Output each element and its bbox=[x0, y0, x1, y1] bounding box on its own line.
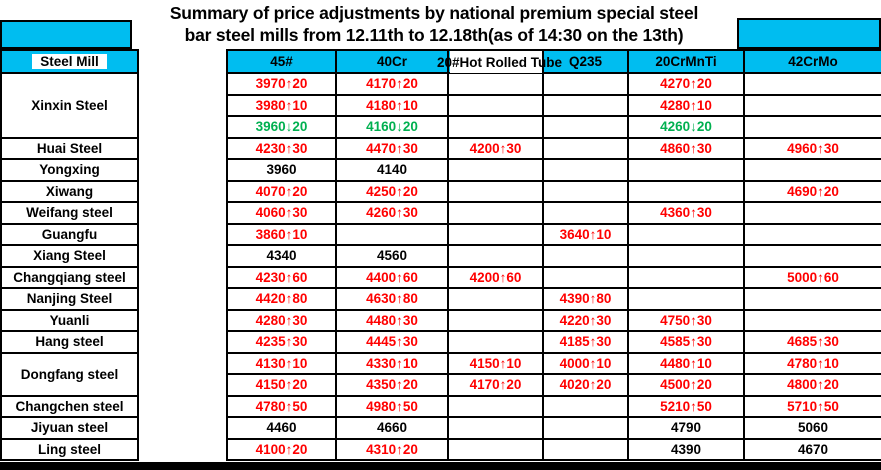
price-cell[interactable]: 4360↑30 bbox=[628, 202, 744, 224]
price-cell[interactable]: 4790 bbox=[628, 417, 744, 439]
price-cell[interactable]: 4860↑30 bbox=[628, 138, 744, 160]
price-cell[interactable]: 4585↑30 bbox=[628, 331, 744, 353]
table-row bbox=[1, 331, 881, 353]
price-cell[interactable]: 4670 bbox=[744, 439, 881, 461]
col-header-20crmnti[interactable]: 20CrMnTi bbox=[628, 50, 744, 73]
price-cell[interactable]: 4480↑30 bbox=[336, 310, 448, 332]
price-cell[interactable]: 4390 bbox=[628, 439, 744, 461]
price-cell[interactable] bbox=[448, 331, 543, 353]
price-cell[interactable] bbox=[744, 116, 881, 138]
col-header-42crmo[interactable]: 42CrMo bbox=[744, 50, 881, 73]
price-cell[interactable] bbox=[448, 245, 543, 267]
price-cell[interactable]: 4160↓20 bbox=[336, 116, 448, 138]
price-cell[interactable] bbox=[543, 417, 628, 439]
price-cell[interactable]: 4170↑20 bbox=[336, 73, 448, 95]
col-header-q235[interactable]: Q235 bbox=[543, 50, 628, 73]
price-cell[interactable] bbox=[448, 202, 543, 224]
price-cell[interactable] bbox=[543, 138, 628, 160]
title-line-2: bar steel mills from 12.11th to 12.18th(as of 14:30 on the 13th) bbox=[184, 25, 684, 45]
price-cell[interactable] bbox=[336, 224, 448, 246]
price-cell[interactable]: 4390↑80 bbox=[543, 288, 628, 310]
price-cell[interactable] bbox=[448, 159, 543, 181]
price-cell[interactable]: 3640↑10 bbox=[543, 224, 628, 246]
table-row bbox=[1, 288, 881, 310]
price-cell[interactable]: 4350↑20 bbox=[336, 374, 448, 396]
price-cell[interactable] bbox=[448, 224, 543, 246]
price-cell[interactable]: 4170↑20 bbox=[448, 374, 543, 396]
price-cell[interactable] bbox=[543, 181, 628, 203]
price-cell[interactable]: 4750↑30 bbox=[628, 310, 744, 332]
price-cell[interactable] bbox=[628, 159, 744, 181]
title-band-left bbox=[0, 20, 132, 49]
price-cell[interactable] bbox=[543, 202, 628, 224]
table-row bbox=[1, 439, 881, 461]
price-cell[interactable]: 5210↑50 bbox=[628, 396, 744, 418]
price-cell[interactable] bbox=[744, 202, 881, 224]
mill-name-cell[interactable]: Xiwang bbox=[1, 181, 138, 203]
price-cell[interactable]: 4280↑10 bbox=[628, 95, 744, 117]
price-cell[interactable]: 5000↑60 bbox=[744, 267, 881, 289]
price-cell[interactable]: 4235↑30 bbox=[227, 331, 336, 353]
steel-mill-header-label: Steel Mill bbox=[32, 54, 107, 69]
price-cell[interactable]: 4310↑20 bbox=[336, 439, 448, 461]
price-cell[interactable] bbox=[744, 245, 881, 267]
price-cell[interactable]: 4130↑10 bbox=[227, 353, 336, 375]
mill-name-cell[interactable]: Xinxin Steel bbox=[1, 73, 138, 138]
table-row bbox=[1, 310, 881, 332]
price-cell[interactable] bbox=[628, 224, 744, 246]
title-band-right bbox=[737, 18, 881, 49]
price-cell[interactable]: 4500↑20 bbox=[628, 374, 744, 396]
price-cell[interactable]: 3970↑20 bbox=[227, 73, 336, 95]
title-line-1: Summary of price adjustments by national premium special steel bbox=[169, 3, 699, 23]
price-cell[interactable] bbox=[744, 310, 881, 332]
price-cell[interactable] bbox=[744, 288, 881, 310]
price-cell[interactable]: 4330↑10 bbox=[336, 353, 448, 375]
price-cell[interactable]: 4200↑30 bbox=[448, 138, 543, 160]
price-cell[interactable]: 3980↑10 bbox=[227, 95, 336, 117]
price-cell[interactable] bbox=[448, 116, 543, 138]
price-cell[interactable]: 4660 bbox=[336, 417, 448, 439]
mill-name-cell[interactable]: Changchen steel bbox=[1, 396, 138, 418]
price-cell[interactable]: 4420↑80 bbox=[227, 288, 336, 310]
price-cell[interactable]: 4340 bbox=[227, 245, 336, 267]
price-cell[interactable]: 3860↑10 bbox=[227, 224, 336, 246]
table-row bbox=[1, 181, 881, 203]
table-row bbox=[1, 73, 881, 95]
price-cell[interactable]: 4230↑60 bbox=[227, 267, 336, 289]
mill-name-cell[interactable]: Ling steel bbox=[1, 439, 138, 461]
price-cell[interactable] bbox=[448, 288, 543, 310]
price-cell[interactable] bbox=[448, 73, 543, 95]
price-cell[interactable] bbox=[543, 267, 628, 289]
price-cell[interactable]: 4220↑30 bbox=[543, 310, 628, 332]
price-cell[interactable]: 3960↓20 bbox=[227, 116, 336, 138]
price-cell[interactable] bbox=[543, 73, 628, 95]
table-row bbox=[1, 202, 881, 224]
price-cell[interactable] bbox=[744, 159, 881, 181]
price-cell[interactable] bbox=[543, 245, 628, 267]
price-cell[interactable]: 4780↑10 bbox=[744, 353, 881, 375]
price-cell[interactable]: 4250↑20 bbox=[336, 181, 448, 203]
price-cell[interactable]: 4445↑30 bbox=[336, 331, 448, 353]
price-cell[interactable]: 4140 bbox=[336, 159, 448, 181]
price-cell[interactable] bbox=[628, 181, 744, 203]
price-cell[interactable]: 4260↓20 bbox=[628, 116, 744, 138]
price-cell[interactable] bbox=[628, 288, 744, 310]
table-row bbox=[1, 353, 881, 375]
col-header-steel-mill[interactable] bbox=[1, 50, 138, 73]
spacer-column bbox=[138, 50, 227, 460]
col-header-40cr[interactable]: 40Cr bbox=[336, 50, 448, 73]
price-cell[interactable] bbox=[543, 116, 628, 138]
price-cell[interactable] bbox=[543, 396, 628, 418]
price-cell[interactable]: 4150↑10 bbox=[448, 353, 543, 375]
price-cell[interactable]: 4270↑20 bbox=[628, 73, 744, 95]
price-cell[interactable] bbox=[628, 245, 744, 267]
mill-name-cell[interactable]: Nanjing Steel bbox=[1, 288, 138, 310]
price-cell[interactable] bbox=[448, 439, 543, 461]
price-cell[interactable]: 5060 bbox=[744, 417, 881, 439]
price-cell[interactable]: 4980↑50 bbox=[336, 396, 448, 418]
price-cell[interactable]: 4020↑20 bbox=[543, 374, 628, 396]
table-row bbox=[1, 245, 881, 267]
price-cell[interactable] bbox=[448, 417, 543, 439]
table-row bbox=[1, 417, 881, 439]
mill-name-cell[interactable]: Changqiang steel bbox=[1, 267, 138, 289]
price-cell[interactable]: 4690↑20 bbox=[744, 181, 881, 203]
price-cell[interactable] bbox=[448, 310, 543, 332]
price-cell[interactable]: 4780↑50 bbox=[227, 396, 336, 418]
price-cell[interactable]: 4000↑10 bbox=[543, 353, 628, 375]
price-cell[interactable]: 4960↑30 bbox=[744, 138, 881, 160]
table-row bbox=[1, 138, 881, 160]
mill-name-cell[interactable]: Yuanli bbox=[1, 310, 138, 332]
mill-name-cell[interactable]: Huai Steel bbox=[1, 138, 138, 160]
price-cell[interactable]: 4800↑20 bbox=[744, 374, 881, 396]
mill-name-cell[interactable]: Xiang Steel bbox=[1, 245, 138, 267]
mill-name-cell[interactable]: Yongxing bbox=[1, 159, 138, 181]
price-cell[interactable]: 4460 bbox=[227, 417, 336, 439]
price-cell[interactable] bbox=[744, 224, 881, 246]
price-cell[interactable]: 4180↑10 bbox=[336, 95, 448, 117]
price-cell[interactable] bbox=[628, 267, 744, 289]
price-table bbox=[0, 49, 881, 461]
mill-name-cell[interactable]: Guangfu bbox=[1, 224, 138, 246]
table-row bbox=[1, 396, 881, 418]
price-cell[interactable]: 4230↑30 bbox=[227, 138, 336, 160]
price-cell[interactable]: 4060↑30 bbox=[227, 202, 336, 224]
price-cell[interactable] bbox=[448, 95, 543, 117]
mill-name-cell[interactable]: Weifang steel bbox=[1, 202, 138, 224]
price-cell[interactable]: 4100↑20 bbox=[227, 439, 336, 461]
price-cell[interactable]: 4185↑30 bbox=[543, 331, 628, 353]
mill-name-cell[interactable]: Jiyuan steel bbox=[1, 417, 138, 439]
price-cell[interactable]: 4630↑80 bbox=[336, 288, 448, 310]
price-cell[interactable]: 4560 bbox=[336, 245, 448, 267]
price-cell[interactable]: 4480↑10 bbox=[628, 353, 744, 375]
price-cell[interactable] bbox=[543, 159, 628, 181]
mill-name-cell[interactable]: Dongfang steel bbox=[1, 353, 138, 396]
price-cell[interactable]: 4260↑30 bbox=[336, 202, 448, 224]
price-cell[interactable] bbox=[744, 95, 881, 117]
table-row bbox=[1, 224, 881, 246]
price-cell[interactable]: 4280↑30 bbox=[227, 310, 336, 332]
header-overlay-label: 20#Hot Rolled Tube bbox=[437, 55, 563, 70]
price-cell[interactable]: 4400↑60 bbox=[336, 267, 448, 289]
mill-name-cell[interactable]: Hang steel bbox=[1, 331, 138, 353]
price-cell[interactable]: 5710↑50 bbox=[744, 396, 881, 418]
price-cell[interactable]: 4070↑20 bbox=[227, 181, 336, 203]
price-cell[interactable]: 3960 bbox=[227, 159, 336, 181]
page-title bbox=[125, 2, 743, 46]
price-cell[interactable]: 4150↑20 bbox=[227, 374, 336, 396]
price-cell[interactable] bbox=[448, 181, 543, 203]
table-row bbox=[1, 159, 881, 181]
table-row bbox=[1, 267, 881, 289]
bottom-border-strip bbox=[0, 462, 881, 470]
price-cell[interactable] bbox=[744, 73, 881, 95]
price-cell[interactable]: 4200↑60 bbox=[448, 267, 543, 289]
price-cell[interactable]: 4685↑30 bbox=[744, 331, 881, 353]
price-cell[interactable] bbox=[543, 95, 628, 117]
price-cell[interactable] bbox=[543, 439, 628, 461]
price-cell[interactable]: 4470↑30 bbox=[336, 138, 448, 160]
price-cell[interactable] bbox=[448, 396, 543, 418]
col-header-45[interactable]: 45# bbox=[227, 50, 336, 73]
